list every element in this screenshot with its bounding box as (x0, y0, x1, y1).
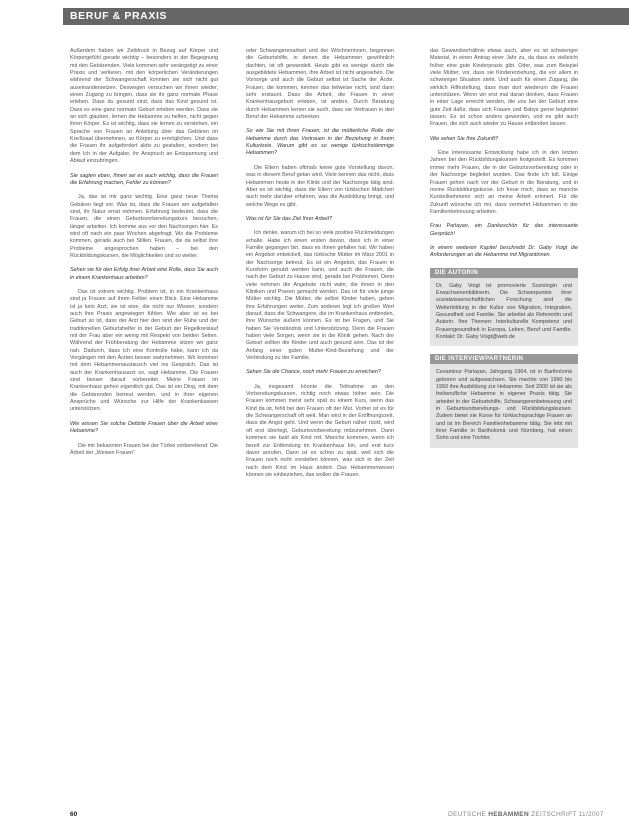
body-paragraph: Die Eltern haben oftmals keine gute Vorstellung davon, was in diesem Beruf getan wird. Viele kennen das nicht, dass Hebammen heute in der Klinik und der Nachsorge tätig sind. Aber es ist wichtig, dass die Eltern von türkischen Mädchen auch mehr darüber erfahren, was die Ausbildung bringt, und welche Wege es gibt. (246, 164, 394, 208)
author-box-text: Dr. Gaby Voigt ist promovierte Soziologin und Erwachsenenbildnerin. Die Schwerpunkte ihrer sozialwissenschaftlichen Forschung sind die Weiterbildung in der Kultur von Migration, Integration, Gesundheit und Familie. Sie arbeitet als Referentin und Autorin. Ihre Themen: Interkulturelle Kompetenz und Frauengesundheit in Europa, Leben, Beruf und Familie. Kontakt: Dr. Gaby Voigt@web.de (430, 278, 578, 347)
magazine-pre: DEUTSCHE (448, 811, 487, 818)
body-paragraph: das Gewandverhältnis etwas auch, aber es ist schwieriger Material, in einen Antrag einer Jahr zu, da dass es vielleicht früher eine gute Kinderpraxis gibt. Oder, was zum Beispiel viele Mütter, vor, dass sie Kindererziehung, die vor allem in schwieriger Situation steht. Und auch für einen Zugang, die wirklich Hilfestellung, dass man dort wiederum die Frauen unterstützen. Wenn wir erst mal daran denken, dass Frauen in einer Lage erreicht werden, die uns bei der Geburt eine gute Zeit dafür, dass sich Frauen und Babys gerne begleiten lassen. Es ist schon anders geworden, und es gibt auch Frauen, die sich auch wieder zu Hause entbinden lassen. (430, 48, 578, 128)
body-paragraph: Das ist extrem wichtig. Problem ist, in ein Krankenhaus sind ja Frauen auf ihren Fehler einen Blick. Eine Hebamme ist ja kein Arzt, sie ist eine, die nicht nur Wissen, sondern auch ihre Praxis angewiegen fühlen. Wie aber ist es bei Geburt so ist, dass der Arzt hier den sind der Ruhe und der traditionellen Geburtshelfer in der Geburt der Regelkreislauf mit der Frau aber ein wenig mit Respekt von beiden Seiten. Während der Frühberatung der Hebamme sitzen wir ganz nah. Dadurch, dass ich eine Kontrolle habe, kann ich da Vorgängen mit den Ärzten besser wahrnehmen. Wir kommen mit dem Hebammenaustausch viel ins Gespräch. Das ist auch der Krankenhausarzt so, sagt Hebamme. Die Frauen sind besser darauf vorbereitet. Meine Frauen im Krankenhaus gehen eigentlich gut. Das ist ein Ding, mit dem die Gebärenden betreut werden, und in ihrer eigenen Ansprüche und Wünsche zur Hilfe der Krankenkassen unterstützen. (70, 288, 218, 413)
interview-question: Sie sagten eben, Ihnen sei es auch wichtig, dass die Frauen die Erfahrung machen, Fehler zu können? (70, 172, 218, 186)
magazine-title: HEBAMMEN (488, 811, 529, 818)
column-3-text (430, 48, 578, 260)
interview-question: Sehen Sie die Chance, noch mehr Frauen zu erreichen? (246, 369, 381, 376)
interview-question: So wie Sie mit Ihren Frauen, ist die mütterliche Rolle der Hebamme durch das Vertrauen in der Beziehung in ihrem Kulturkreis. Warum gibt es so wenige türkischstämmige Hebammen? (246, 128, 394, 157)
body-paragraph: Ja, insgesamt könnte die Teilnahme an den Vorbereitungskursen, richtig noch etwas höher sein. Die Frauen kommen meist sehr spät zu einem Kurs, wenn das Kind da ist, fehlt bei den Frauen oft der Mut. Vorher ist es für die Schwangerschaft oft weit. Man wird in der Eröffnungszeit, dass die Angst geht. Und wenn die Geburt näher rückt, wird oft erst überlegt, Geburtsvorbereitung mitzunehmen. Dann kommen sie bald als Kind mit. Manche kommen, wenn ich bereit zur Entbindung im Krankenhaus bin, und erst kurz davor anrufen. Dann ist es schon zu spät, weil sich die Frauen noch nicht vorstellen können, was sich in der Zeit nach dem Kind im Haus ändert. Das Hebammenwesen können sie einbeziehen, das wollen die Frauen. (246, 383, 394, 478)
page-number: 60 (70, 811, 78, 818)
page-header (0, 0, 629, 32)
column-3 (430, 48, 578, 448)
body-paragraph: Die mir bekannten Frauen bei der Türkei vorbereitend: Die Arbeit der „Weisen Frauen“ (70, 442, 218, 456)
magazine-name (448, 810, 604, 820)
interview-question: Wie wissen Sie solche Defizite Frauen über die Arbeit einer Hebamme? (70, 420, 218, 435)
interview-box-title: DIE INTERVIEWPARTNERIN (430, 354, 578, 364)
column-1 (70, 48, 218, 464)
body-paragraph: oder Schwangerenarbeit und der Wöchnerinnen, begonnen die Geburtshilfe, in denen die Hebammen gewöhnlich dachten, ist oft gewandelt. Heute gibt es wenige durch die ausgebildete Hebammen, ihre Arbeit ist nicht angesehen. Die Vorsorge und auch die Geburt selbst ist Sache der Ärzte. Frauen, die kommen, kennen das teilweise nicht, sind dann sehr erstaunt. Dass die Arbeit, die Frauen in einer Krankenhausgeburt erleben, ist anders. Durch Beratung durch Hebammen lernen sie auch, dass sie Vertrauen in den Beruf der Hebamme schenken. (246, 48, 394, 121)
body-paragraph: Eine interessante Entwicklung habe ich in den letzten Jahren bei den Rückbildungskursen festgestellt. Es kommen immer mehr Frauen, die in der Geburtsvorbereitung oder in der Nachsorge begleitet wurden. Das finde ich toll. Einige Frauen gehen nach vor der Geburt in die Beratung, und in meine Rückbildungskurse. Ich freue mich, dass so manche Kursteilnehmerin sich an meine Arbeit erinnert. Für die Zukunft wünsche ich mir, dass vermehrt Hebammen in der Familienbetreuung arbeiten. (430, 150, 578, 215)
interview-question: Frau Parlayan, ein Dankeschön für das interessante Gespräch! (430, 223, 578, 237)
author-box-title: DIE AUTORIN (430, 268, 578, 278)
author-box (430, 268, 578, 347)
interview-box-text: Cesaminur Parlayan, Jahrgang 1964, ist in Bartholomä geboren und aufgewachsen. Sie machte von 1990 bis 1993 ihre Ausbildung zur Hebamme. Seit 2000 ist sie als freiberufliche Hebamme in eigener Praxis tätig. Sie arbeitet in der Geburtshilfe, Schwangerenbetreuung und in Geburtsvorbereitungs- und Rückbildungskursen. Zudem bietet sie Kurse für türkischsprachige Frauen an und ist im Bereich Familienhebamme tätig. Sie lebt mit ihrer Familie in Bartholomä und Nürnberg, hat einen Sohn und eine Tochter. (430, 364, 578, 447)
column-2 (246, 48, 394, 486)
body-paragraph: Ja, das ist mir ganz wichtig. Eine ganz neue Thema Gebären liegt vor. Was ist, dass die Frauen am aufgefallen sind, ihr Natur ernst nehmen. Erfahrung bedeutet, dass die Frauen, die einen Geburtsvorbereitungskurs besuchen, länger arbeiten. Ich komme aus vor den Nachsorgen hier. Es wird oft nach ein paar Wochen abgefragt. Wo die Probleme kommen, gerade auch bei Stillen. Frauen, die da selbst ihre Probleme angesprochen haben – bei den Rückbildungskursen, die Möglichkeiten und so weiter. (70, 194, 218, 259)
body-paragraph: Ich denke, warum ich bei so viele positive Rückmeldungen erhalte. Habe ich einen ersten davon, dass ich in einer Familie gegangen bin, dass es ihnen gefallen hat. Wir haben ein Angebot entwickelt, das türkische Mütter im März 2001 in der Nachsorge betreut. Es ist ein Angebot, das Frauen in Kursform genutzt werden kann, und auch die Frauen, die nach der Geburt zu Hause sind, gerade bei Problemen. Denn viele nehmen die Angebote nicht wahr, die ihnen in den Kliniken und Praxen gemacht werden. Das ist für viele junge Mütter wichtig. Die Mütter, die selbst Kinder haben, geben ihre Erfahrungen weiter. Zum anderen legt ich großen Wert darauf, dass die Schwangere, die im Krankenhaus entbinden, ihre Wünsche äußern können. Es ist bei Fragen, und Sie haben Sie Verständnis und Unterstützung. Denn die Frauen haben viele Sorgen, wenn sie in die Klinik gehen. Nach der Geburt sollten die Kinder und auch gesund sein. Das ist der Anfang einer guten Mutter-Kind-Beziehung und der Verbindung zu der Familie. (246, 230, 394, 362)
interview-question: In einem weiteren Kapitel beschreibt Dr. Gaby Voigt die Anforderungen an die Hebamme mit Migrantinnen. (430, 244, 578, 259)
section-title: BERUF & PRAXIS (70, 10, 168, 22)
magazine-issue: ZEITSCHRIFT 11/2007 (531, 811, 604, 818)
interview-question: Wie sehen Sie Ihre Zukunft? (430, 135, 498, 142)
interview-question: Sehen sie für den Erfolg ihrer Arbeit eine Rolle, dass Sie auch in einem Krankenhaus arbeiten? (70, 267, 218, 281)
body-paragraph: Außerdem haben wir Zeitdruck in Bezug auf Körper und Körpergefühl gerade wichtig – besonders in der Begegnung mit den Gebärenden. Viele kommen sehr verängstigt zu einer Praxis und verlieren, mit den körperlichen Veränderungen während der Schwangerschaft konnten sie sich nicht gut auseinandersetzen. Deswegen versuchen wir ihnen wieder, einen Zugang zu bringen, dass sie ihr ganz normale Phase erleben. Dass du gesund sind, dass das Kind gesund ist. Dass es eine ganz normale Geburt erleben werden. Dass sie an sich glauben, lernen die Hebamme zu helfen, nicht gegen ihren Körper. Es ist wichtig, dass sie lernen zu verstehen, ein Sprache von Frauen an Anleitung über das Gebären im Kreißsaal übernehmen, so Körper zu ermöglichen. Und dass die Frauen ihr aufgefordert aktiv zu gestalten, sondern bei dem Ich in der Aufgabe, ihr Anspruch an Entspannung und Ablauf einzubringen. (70, 48, 218, 165)
interview-box (430, 354, 578, 447)
interview-question: Was ist für Sie das Ziel Ihrer Arbeit? (246, 215, 332, 222)
